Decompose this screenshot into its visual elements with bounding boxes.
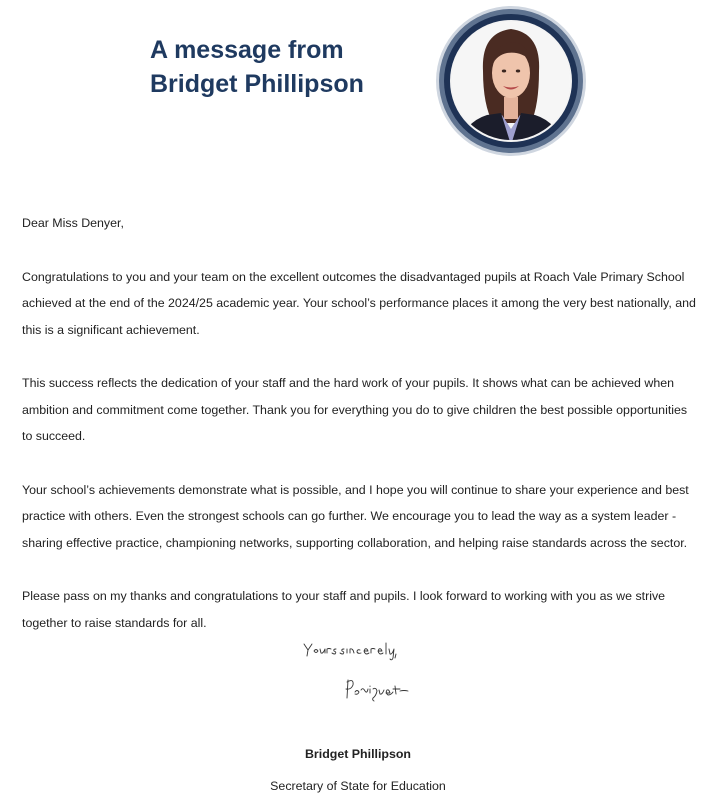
signatory-role: Secretary of State for Education — [270, 779, 446, 793]
salutation: Dear Miss Denyer, — [22, 216, 124, 230]
paragraph-4: Please pass on my thanks and congratulations to your staff and pupils. I look forward to working with you as we strive together to raise standards for all. — [22, 589, 666, 630]
letter-body — [22, 210, 700, 663]
handwritten-signoff — [300, 636, 430, 712]
title-line-2: Bridget Phillipson — [150, 70, 364, 98]
paragraph-3: Your school’s achievements demonstrate what is possible, and I hope you will continue to share your experience and best practice with others. Even the strongest schools can go further. We encourage you to lead the way as a system leader - sharing effective practice, championing networks, supporting collaboration, and helping raise standards across the sector. — [22, 482, 689, 550]
signatory-name: Bridget Phillipson — [304, 747, 411, 761]
paragraph-2: This success reflects the dedication of your staff and the hard work of your pupils. It shows what can be achieved when ambition and commitment come together. Thank you for everything you do to give children the best possible opportunities to succeed. — [22, 376, 688, 443]
title-line-1: A message from — [150, 36, 344, 64]
portrait-photo — [435, 5, 587, 157]
page-title — [150, 33, 420, 101]
paragraph-1: Congratulations to you and your team on the excellent outcomes the disadvantaged pupils at Roach Vale Primary School achieved at the end of the 2024/25 academic year. Your school’s performance places it among the very best nationally, and this is a significant achievement. — [22, 269, 696, 337]
